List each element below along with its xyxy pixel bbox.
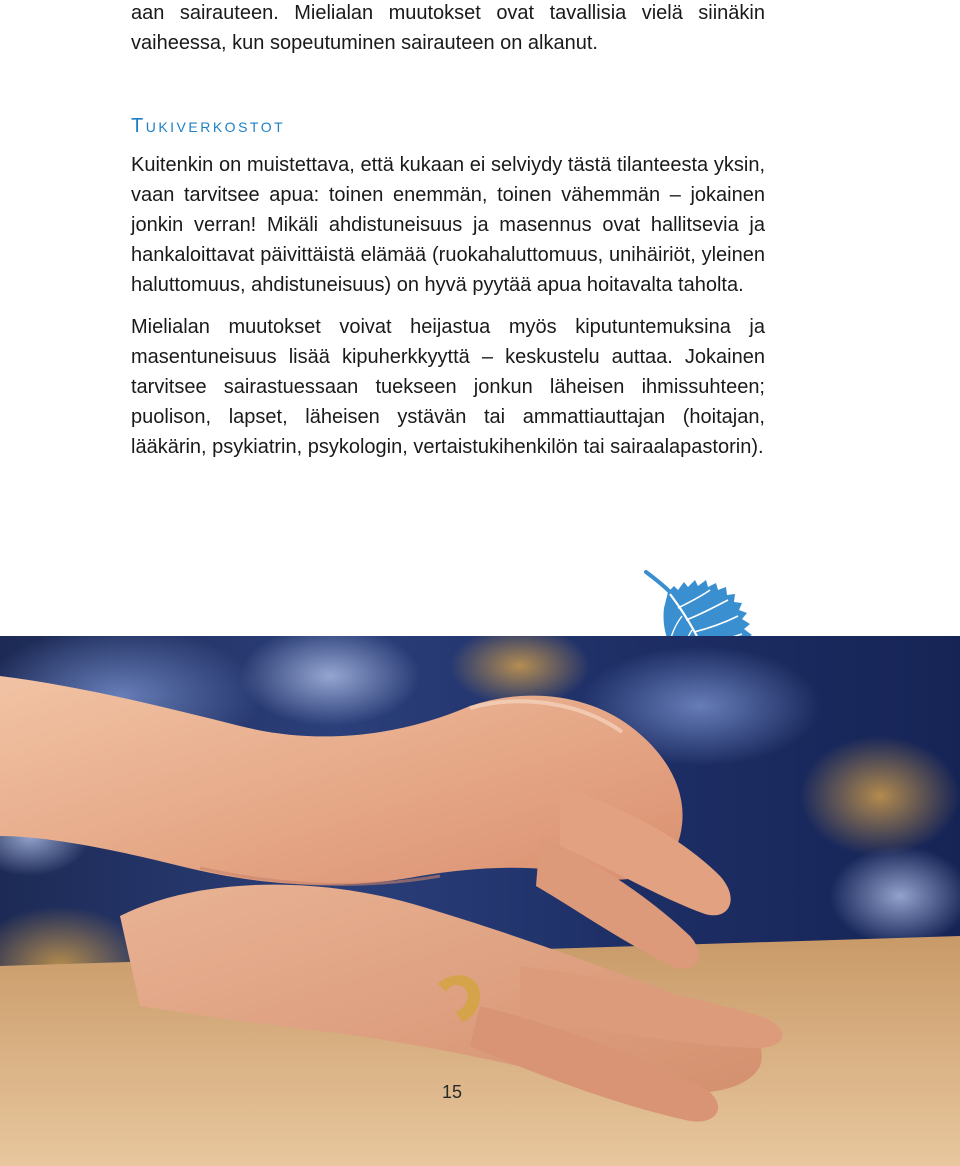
section-heading: Tukiverkostot — [131, 115, 286, 137]
body-paragraph-2: Mielialan muutokset voivat heijastua myös kiputuntemuksina ja masentuneisuus lisää kipuherkkyyttä – keskustelu auttaa. Jokainen tarvitsee sairastuessaan tuekseen jonkun läheisen ihmissuhteen; puolison, lapset, läheisen ystävän tai ammattiauttajan (hoitajan, lääkärin, psykiatrin, psykologin, vertaistukihenkilön tai sairaalapastorin). — [131, 316, 765, 458]
text-column — [131, 0, 765, 462]
intro-paragraph: aan sairauteen. Mielialan muutokset ovat tavallisia vielä siinäkin vaiheessa, kun sopeutuminen sairauteen on alkanut. — [131, 2, 765, 54]
body-paragraph-1: Kuitenkin on muistettava, että kukaan ei selviydy tästä tilanteesta yksin, vaan tarvitsee apua: toinen enemmän, toinen vähemmän – jokainen jonkin verran! Mikäli ahdistuneisuus ja masennus ovat hallitsevia ja hankaloittavat päivittäistä elämää (ruokahaluttomuus, unihäiriöt, yleinen haluttomuus, ahdistuneisuus) on hyvä pyytää apua hoitavalta taholta. — [131, 154, 765, 296]
page-number: 15 — [441, 1082, 463, 1102]
hands-photo — [0, 636, 960, 1166]
